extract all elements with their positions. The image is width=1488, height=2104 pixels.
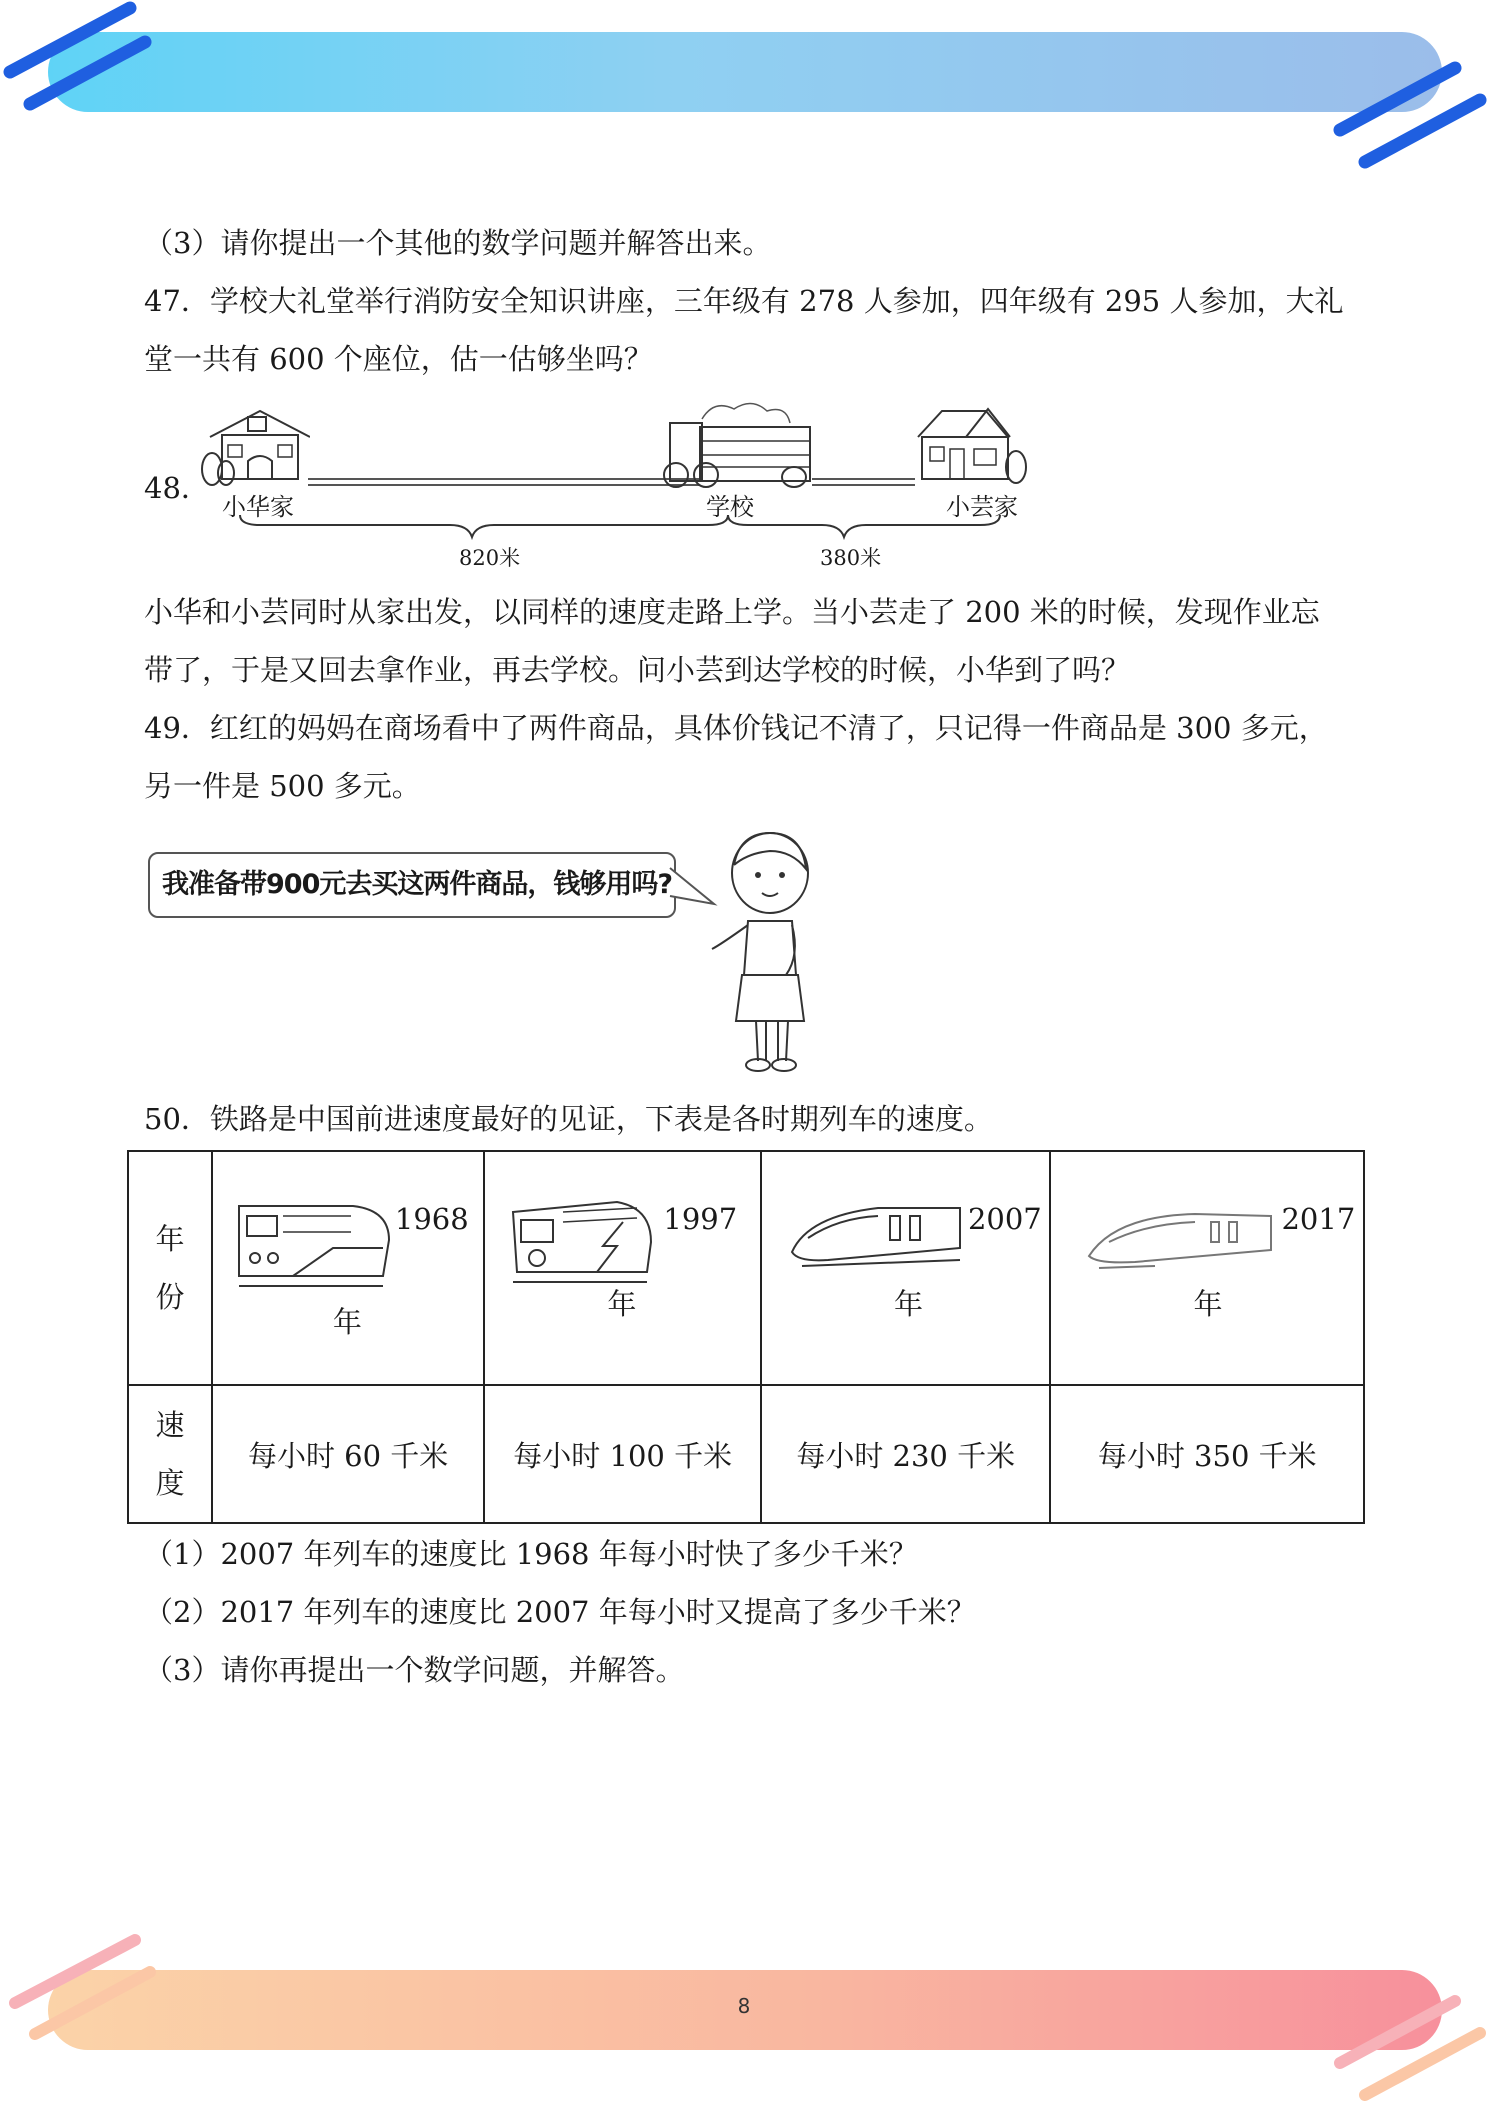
year-cell-1968	[212, 1151, 485, 1385]
table-row-year	[128, 1151, 1364, 1385]
table-row-speed	[128, 1385, 1364, 1523]
fuxing-train-icon	[1085, 1200, 1275, 1280]
year-label: 2007	[967, 1202, 1042, 1236]
speed-cell-2017: 每小时 350 千米	[1050, 1385, 1364, 1523]
question-49-line-1: 49．红红的妈妈在商场看中了两件商品，具体价钱记不清了，只记得一件商品是 300 多元，	[144, 711, 1328, 745]
header-year-char-2: 份	[155, 1280, 185, 1314]
question-46-part-3: （3）请你提出一个其他的数学问题并解答出来。	[144, 226, 772, 260]
bullet-train-icon	[788, 1196, 968, 1276]
header-banner	[48, 32, 1442, 112]
year-label: 2017	[1281, 1202, 1356, 1236]
table-header-speed	[128, 1385, 212, 1523]
header-speed-char-2: 度	[155, 1466, 185, 1500]
speech-text: 我准备带900元去买这两件商品，钱够用吗?	[162, 869, 673, 900]
header-stripes-right-icon	[1320, 50, 1488, 180]
year-unit: 年	[893, 1287, 923, 1321]
route-diagram	[200, 395, 1040, 575]
table-header-year	[128, 1151, 212, 1385]
distance-right: 380米	[820, 546, 882, 570]
year-unit: 年	[332, 1305, 362, 1339]
question-50-intro: 50．铁路是中国前进速度最好的见证，下表是各时期列车的速度。	[144, 1102, 993, 1136]
question-49-line-2: 另一件是 500 多元。	[144, 769, 421, 803]
girl-figure-icon	[700, 825, 830, 1075]
speed-cell-1968: 每小时 60 千米	[212, 1385, 485, 1523]
header-year-char-1: 年	[155, 1222, 185, 1256]
xiaoyun-house-icon	[912, 397, 1027, 492]
header-speed-char-1: 速	[155, 1408, 185, 1442]
electric-train-icon	[507, 1192, 657, 1292]
question-47-line-1: 47．学校大礼堂举行消防安全知识讲座，三年级有 278 人参加，四年级有 295 人参加，大礼	[144, 284, 1344, 318]
speed-cell-1997: 每小时 100 千米	[484, 1385, 761, 1523]
year-cell-1997	[484, 1151, 761, 1385]
year-label: 1968	[394, 1202, 469, 1236]
year-unit: 年	[1193, 1287, 1223, 1321]
label-school: 学校	[706, 493, 754, 521]
year-unit: 年	[607, 1287, 637, 1321]
question-48-line-1: 小华和小芸同时从家出发，以同样的速度走路上学。当小芸走了 200 米的时候，发现作业忘	[144, 595, 1320, 629]
question-47-line-2: 堂一共有 600 个座位，估一估够坐吗？	[144, 342, 653, 376]
old-diesel-train-icon	[233, 1192, 393, 1292]
page-number: 8	[737, 1994, 751, 2018]
header-stripes-left-icon	[0, 0, 170, 120]
year-cell-2007	[761, 1151, 1051, 1385]
question-48-line-2: 带了，于是又回去拿作业，再去学校。问小芸到达学校的时候，小华到了吗？	[144, 653, 1131, 687]
label-xiaoyun-home: 小芸家	[946, 493, 1018, 521]
year-label: 1997	[663, 1202, 738, 1236]
question-48-number: 48．	[144, 471, 210, 505]
school-building-icon	[662, 397, 822, 492]
speed-cell-2007: 每小时 230 千米	[761, 1385, 1051, 1523]
train-speed-table	[127, 1150, 1365, 1524]
distance-left: 820米	[459, 546, 521, 570]
xiaohua-house-icon	[200, 405, 310, 495]
question-50-part-3: （3）请你再提出一个数学问题，并解答。	[144, 1653, 685, 1687]
year-cell-2017	[1050, 1151, 1364, 1385]
question-50-part-2: （2）2017 年列车的速度比 2007 年每小时又提高了多少千米？	[144, 1595, 976, 1629]
question-50-part-1: （1）2007 年列车的速度比 1968 年每小时快了多少千米？	[144, 1537, 918, 1571]
label-xiaohua-home: 小华家	[222, 493, 294, 521]
footer-stripes-left-icon	[0, 1928, 170, 2048]
